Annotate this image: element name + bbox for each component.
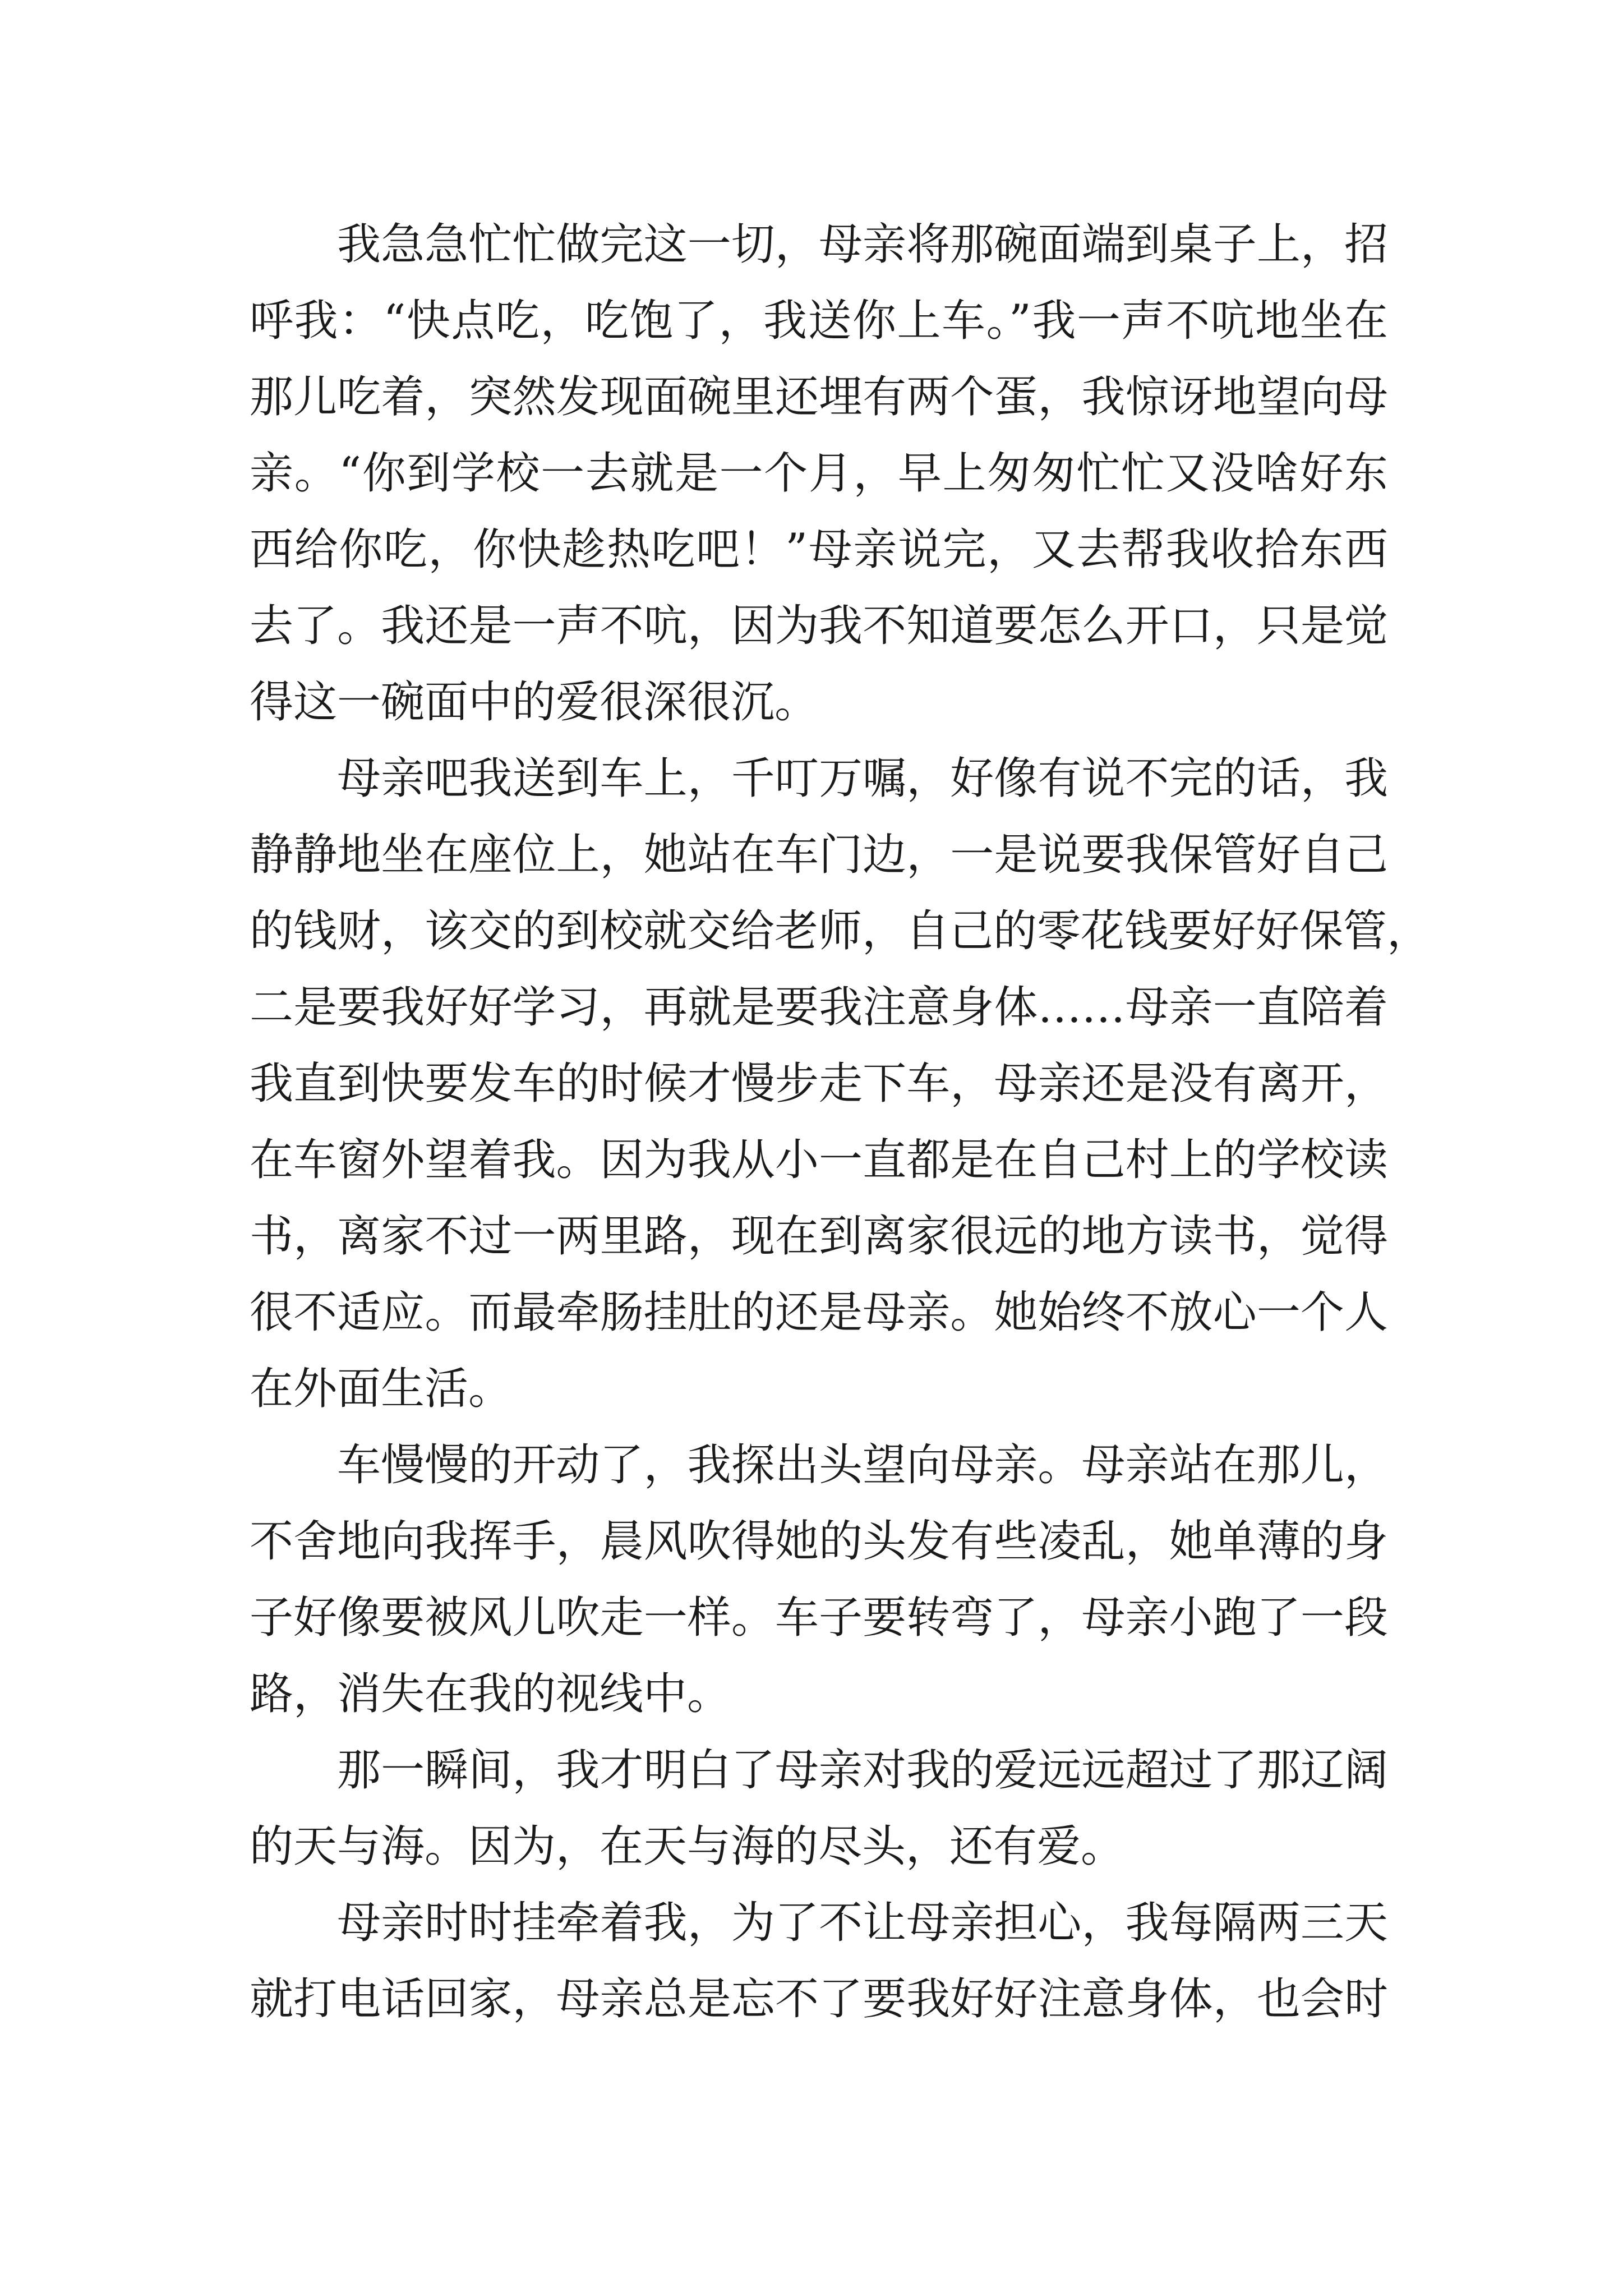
text-line: 西给你吃，你快趁热吃吧！”母亲说完，又去帮我收拾东西 xyxy=(250,524,1388,575)
text-line: 呼我：“快点吃，吃饱了，我送你上车。”我一声不吭地坐在 xyxy=(250,296,1388,346)
text-line: 路，消失在我的视线中。 xyxy=(250,1669,731,1719)
paragraph xyxy=(250,1732,1388,1885)
paragraph xyxy=(250,740,1431,1427)
text-line: 很不适应。而最牵肠挂肚的还是母亲。她始终不放心一个人 xyxy=(250,1287,1388,1338)
text-line: 二是要我好好学习，再就是要我注意身体……母亲一直陪着 xyxy=(250,982,1388,1033)
text-line: 那一瞬间，我才明白了母亲对我的爱远远超过了那辽阔 xyxy=(337,1745,1388,1796)
paragraph xyxy=(250,1427,1388,1732)
text-line: 的天与海。因为，在天与海的尽头，还有爱。 xyxy=(250,1821,1125,1872)
text-line: 母亲时时挂牵着我，为了不让母亲担心，我每隔两三天 xyxy=(337,1898,1388,1948)
text-line: 那儿吃着，突然发现面碗里还埋有两个蛋，我惊讶地望向母 xyxy=(250,372,1388,422)
paragraph xyxy=(250,1885,1388,2037)
text-line: 车慢慢的开动了，我探出头望向母亲。母亲站在那儿， xyxy=(337,1440,1388,1490)
text-line: 就打电话回家，母亲总是忘不了要我好好注意身体，也会时 xyxy=(250,1974,1388,2024)
text-line: 在外面生活。 xyxy=(250,1364,513,1414)
text-line: 亲。“你到学校一去就是一个月，早上匆匆忙忙又没啥好东 xyxy=(250,448,1388,499)
text-line: 书，离家不过一两里路，现在到离家很远的地方读书，觉得 xyxy=(250,1211,1388,1262)
text-line: 不舍地向我挥手，晨风吹得她的头发有些凌乱，她单薄的身 xyxy=(250,1516,1388,1567)
document-body xyxy=(250,206,1431,2037)
text-line: 去了。我还是一声不吭，因为我不知道要怎么开口，只是觉 xyxy=(250,601,1388,651)
text-line: 我急急忙忙做完这一切，母亲将那碗面端到桌子上，招 xyxy=(337,219,1388,270)
text-line: 子好像要被风儿吹走一样。车子要转弯了，母亲小跑了一段 xyxy=(250,1593,1388,1643)
paragraph xyxy=(250,206,1388,740)
text-line: 我直到快要发车的时候才慢步走下车，母亲还是没有离开， xyxy=(250,1059,1388,1109)
text-line: 静静地坐在座位上，她站在车门边，一是说要我保管好自己 xyxy=(250,830,1388,880)
text-line: 在车窗外望着我。因为我从小一直都是在自己村上的学校读 xyxy=(250,1135,1388,1185)
text-line: 得这一碗面中的爱很深很沉。 xyxy=(250,677,819,728)
text-line: 母亲吧我送到车上，千叮万嘱，好像有说不完的话，我 xyxy=(337,753,1388,804)
text-line: 的钱财，该交的到校就交给老师，自己的零花钱要好好保管， xyxy=(250,906,1431,956)
